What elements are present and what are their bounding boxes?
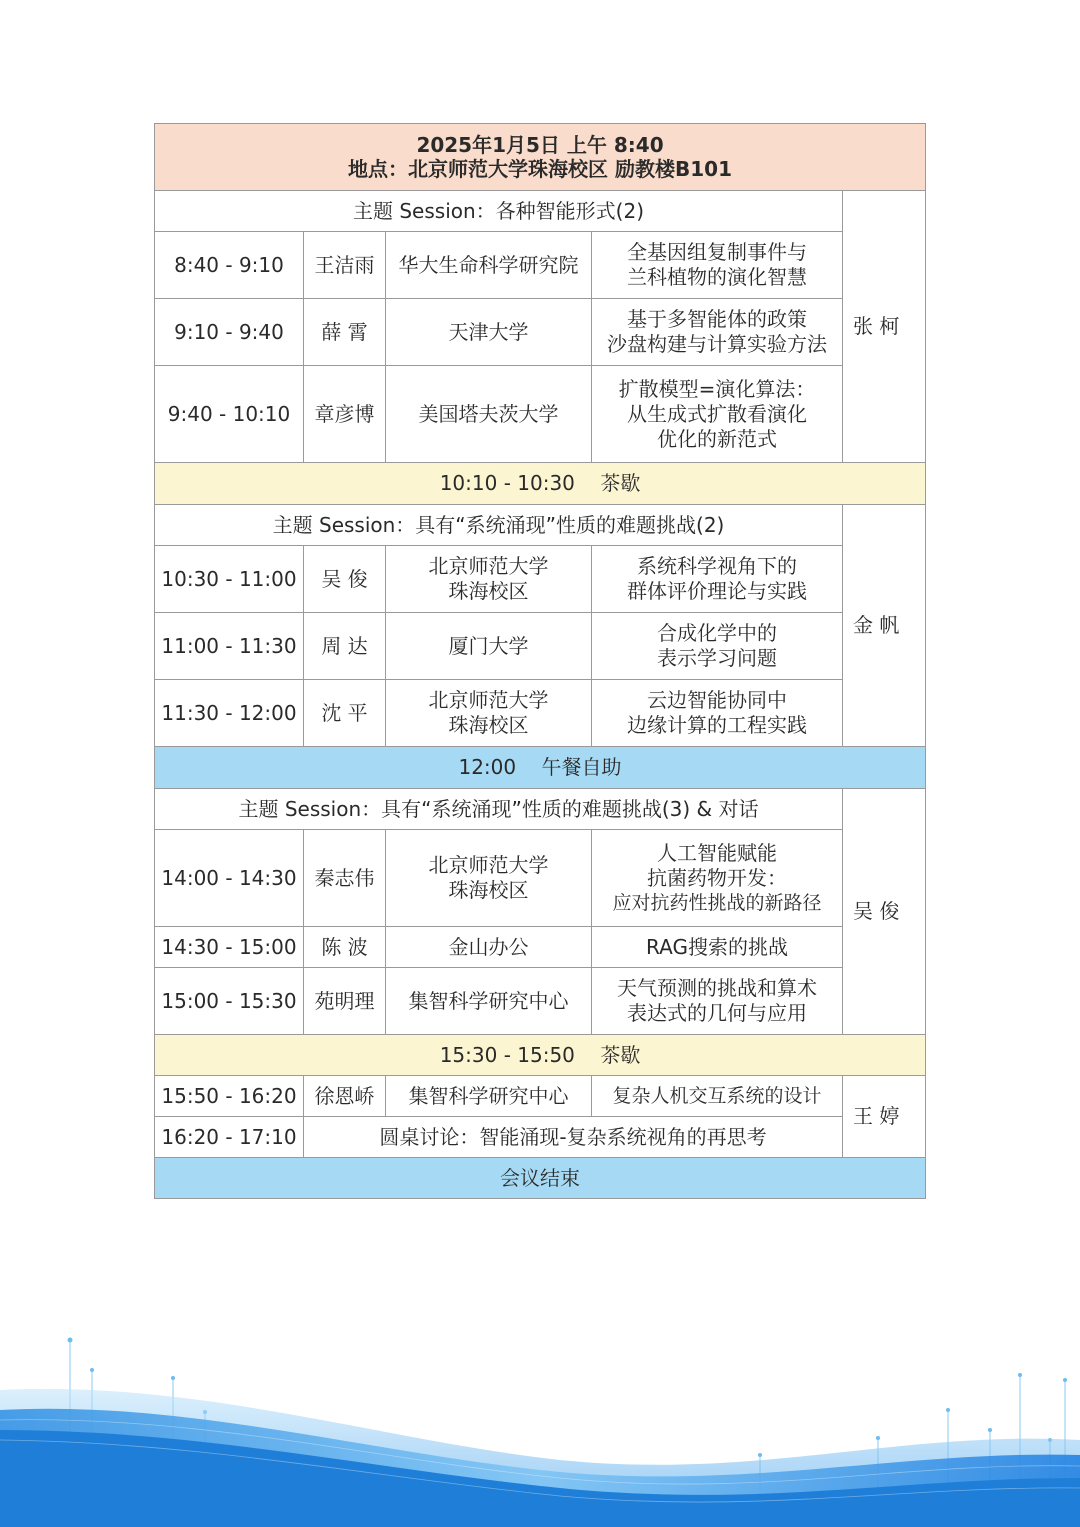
session-title: 主题 Session：具有“系统涌现”性质的难题挑战(3) & 对话 (155, 789, 843, 830)
tea-break: 15:30 - 15:50 茶歇 (155, 1035, 926, 1076)
talk-topic: 天气预测的挑战和算术 表达式的几何与应用 (592, 968, 843, 1035)
tea-break-row (155, 463, 926, 505)
talk-speaker: 沈 平 (304, 680, 386, 747)
table-row (155, 232, 926, 299)
talk-time: 9:10 - 9:40 (155, 299, 304, 366)
lunch-break: 12:00 午餐自助 (155, 747, 926, 789)
table-row (155, 613, 926, 680)
session-title-row (155, 505, 926, 546)
talk-org: 金山办公 (386, 927, 592, 968)
talk-org: 华大生命科学研究院 (386, 232, 592, 299)
session-chair: 金 帆 (843, 505, 926, 747)
talk-org: 天津大学 (386, 299, 592, 366)
talk-speaker: 秦志伟 (304, 830, 386, 927)
roundtable-topic: 圆桌讨论：智能涌现-复杂系统视角的再思考 (304, 1117, 843, 1158)
talk-time: 11:30 - 12:00 (155, 680, 304, 747)
session-title: 主题 Session：具有“系统涌现”性质的难题挑战(2) (155, 505, 843, 546)
lunch-row (155, 747, 926, 789)
session-chair: 吴 俊 (843, 789, 926, 1035)
table-row (155, 830, 926, 927)
table-row (155, 546, 926, 613)
talk-speaker: 陈 波 (304, 927, 386, 968)
schedule-table (154, 123, 926, 1199)
session-title: 主题 Session：各种智能形式(2) (155, 191, 843, 232)
venue: 地点：北京师范大学珠海校区 励教楼B101 (348, 157, 733, 181)
schedule-header (155, 124, 926, 191)
talk-org: 美国塔夫茨大学 (386, 366, 592, 463)
session-title-row (155, 789, 926, 830)
talk-topic: RAG搜索的挑战 (592, 927, 843, 968)
talk-speaker: 周 达 (304, 613, 386, 680)
talk-speaker: 苑明理 (304, 968, 386, 1035)
talk-topic: 基于多智能体的政策 沙盘构建与计算实验方法 (592, 299, 843, 366)
talk-time: 8:40 - 9:10 (155, 232, 304, 299)
meeting-end: 会议结束 (155, 1158, 926, 1199)
tea-break: 10:10 - 10:30 茶歇 (155, 463, 926, 505)
table-row (155, 680, 926, 747)
talk-time: 14:30 - 15:00 (155, 927, 304, 968)
talk-org: 北京师范大学 珠海校区 (386, 680, 592, 747)
session-chair: 张 柯 (843, 191, 926, 463)
session-title-row (155, 191, 926, 232)
talk-time: 15:50 - 16:20 (155, 1076, 304, 1117)
talk-org: 集智科学研究中心 (386, 968, 592, 1035)
table-row (155, 968, 926, 1035)
end-row (155, 1158, 926, 1199)
talk-topic: 云边智能协同中 边缘计算的工程实践 (592, 680, 843, 747)
talk-topic: 人工智能赋能 抗菌药物开发： 应对抗药性挑战的新路径 (592, 830, 843, 927)
talk-time: 15:00 - 15:30 (155, 968, 304, 1035)
talk-time: 11:00 - 11:30 (155, 613, 304, 680)
talk-time: 14:00 - 14:30 (155, 830, 304, 927)
talk-org: 集智科学研究中心 (386, 1076, 592, 1117)
talk-speaker: 徐恩峤 (304, 1076, 386, 1117)
talk-time: 10:30 - 11:00 (155, 546, 304, 613)
session-chair: 王 婷 (843, 1076, 926, 1158)
talk-speaker: 吴 俊 (304, 546, 386, 613)
roundtable-row (155, 1117, 926, 1158)
talk-time: 16:20 - 17:10 (155, 1117, 304, 1158)
table-row (155, 299, 926, 366)
table-row (155, 1076, 926, 1117)
talk-topic: 复杂人机交互系统的设计 (592, 1076, 843, 1117)
talk-org: 北京师范大学 珠海校区 (386, 546, 592, 613)
tea-break-row (155, 1035, 926, 1076)
date-time: 2025年1月5日 上午 8:40 (416, 133, 664, 157)
talk-topic: 全基因组复制事件与 兰科植物的演化智慧 (592, 232, 843, 299)
talk-speaker: 章彦博 (304, 366, 386, 463)
talk-topic: 合成化学中的 表示学习问题 (592, 613, 843, 680)
talk-topic: 扩散模型=演化算法： 从生成式扩散看演化 优化的新范式 (592, 366, 843, 463)
talk-speaker: 王洁雨 (304, 232, 386, 299)
header-row (155, 124, 926, 191)
wave-decoration (0, 1320, 1080, 1527)
talk-speaker: 薛 霄 (304, 299, 386, 366)
talk-org: 厦门大学 (386, 613, 592, 680)
talk-topic: 系统科学视角下的 群体评价理论与实践 (592, 546, 843, 613)
table-row (155, 366, 926, 463)
talk-time: 9:40 - 10:10 (155, 366, 304, 463)
talk-org: 北京师范大学 珠海校区 (386, 830, 592, 927)
table-row (155, 927, 926, 968)
